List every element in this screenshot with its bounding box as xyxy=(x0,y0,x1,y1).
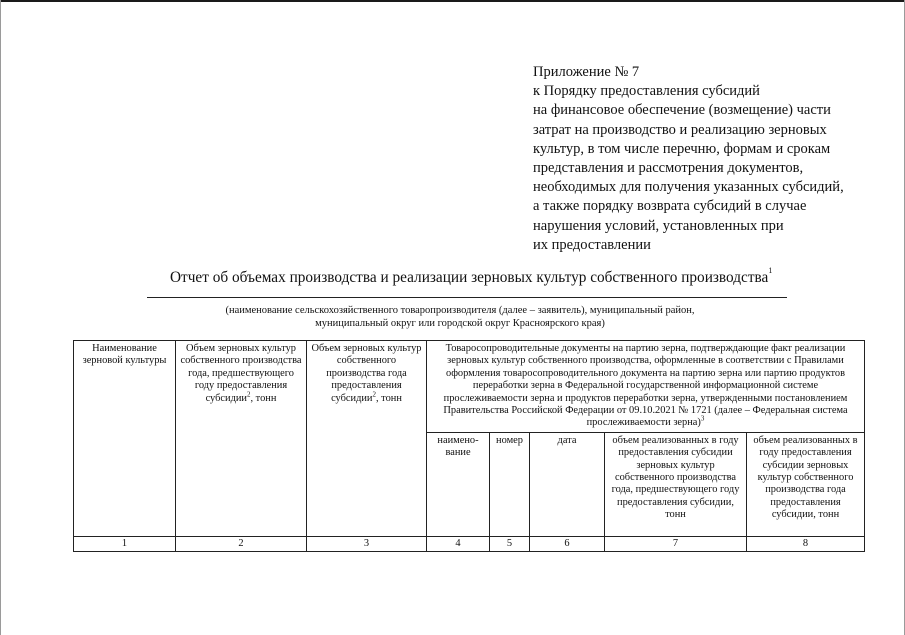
table-header-row xyxy=(74,341,865,433)
column-number: 1 xyxy=(74,536,176,551)
column-number: 5 xyxy=(490,536,530,551)
column-number-row xyxy=(74,536,865,551)
column-number: 7 xyxy=(605,536,747,551)
header-documents-text: Товаросопроводительные документы на партию зерна, подтверждающие факт реализации зерновых культур собственного производства, оформленные в соответствии с Правилами оформления товаросопроводительного документа на партию зерна или партию продуктов переработки зерна в Федеральной государственной информационной системе прослеживаемости зерна и продуктов переработки зерна, утвержденными постановлением Правительства Российской Федерации от 09.10.2021 № 1721 (далее – Федеральная система прослеживаемости зерна) xyxy=(443,343,848,429)
subheader-volume-cur: объем реализованных в году предоставления субсидии зерновых культур собственного производства года предоставления субсидии, тонн xyxy=(747,432,865,536)
appendix-line: их предоставлении xyxy=(533,236,651,253)
appendix-line: представления и рассмотрения документов, xyxy=(533,160,804,177)
appendix-header xyxy=(533,63,883,255)
appendix-line: нарушения условий, установленных при xyxy=(533,217,784,234)
header-volume-prev-text: Объем зерновых культур собственного производства года, предшествующего году предоставления субсидии xyxy=(180,343,302,404)
applicant-name-line xyxy=(147,297,787,298)
header-documents-group xyxy=(427,341,865,433)
subheader-date: дата xyxy=(530,432,605,536)
subheader-number: номер xyxy=(490,432,530,536)
column-number: 6 xyxy=(530,536,605,551)
header-crop-name: Наименование зерновой культуры xyxy=(74,341,176,537)
column-number: 3 xyxy=(307,536,427,551)
appendix-line: Приложение № 7 xyxy=(533,64,640,80)
header-volume-cur-text: Объем зерновых культур собственного производства года предоставления субсидии xyxy=(311,343,422,404)
column-number: 2 xyxy=(176,536,307,551)
header-volume-prev-year xyxy=(176,341,307,537)
report-title-text: Отчет об объемах производства и реализации зерновых культур собственного производства xyxy=(170,269,769,286)
subheader-name: наимено-вание xyxy=(427,432,490,536)
header-volume-cur-suffix: , тонн xyxy=(375,392,402,404)
appendix-line: а также порядку возврата субсидий в случае xyxy=(533,198,807,215)
report-title xyxy=(170,266,773,287)
appendix-line: необходимых для получения указанных субсидий, xyxy=(533,179,844,196)
caption-line-1: (наименование сельскохозяйственного товаропроизводителя (далее – заявитель), муниципальный район, xyxy=(225,305,695,316)
caption-line-2: муниципальный округ или городской округ Красноярского края) xyxy=(315,318,605,329)
footnote-2: 2 xyxy=(246,390,251,399)
applicant-caption xyxy=(200,304,720,330)
left-border-line xyxy=(0,0,1,635)
appendix-line: к Порядку предоставления субсидий xyxy=(533,83,760,100)
appendix-line: затрат на производство и реализацию зерновых xyxy=(533,121,827,138)
column-number: 4 xyxy=(427,536,490,551)
appendix-line: культур, в том числе перечню, формам и срокам xyxy=(533,140,831,157)
header-volume-prev-suffix: , тонн xyxy=(250,392,277,404)
top-border-line xyxy=(0,0,905,2)
header-volume-cur-year xyxy=(307,341,427,537)
appendix-line: на финансовое обеспечение (возмещение) части xyxy=(533,102,831,119)
footnote-3: 3 xyxy=(700,414,705,423)
footnote-2: 2 xyxy=(372,390,376,399)
report-title-footnote: 1 xyxy=(768,266,773,275)
report-table xyxy=(73,340,865,552)
subheader-volume-prev: объем реализованных в году предоставления субсидии зерновых культур собственного производства года, предшествующего году предоставления субсидии, тонн xyxy=(605,432,747,536)
column-number: 8 xyxy=(747,536,865,551)
